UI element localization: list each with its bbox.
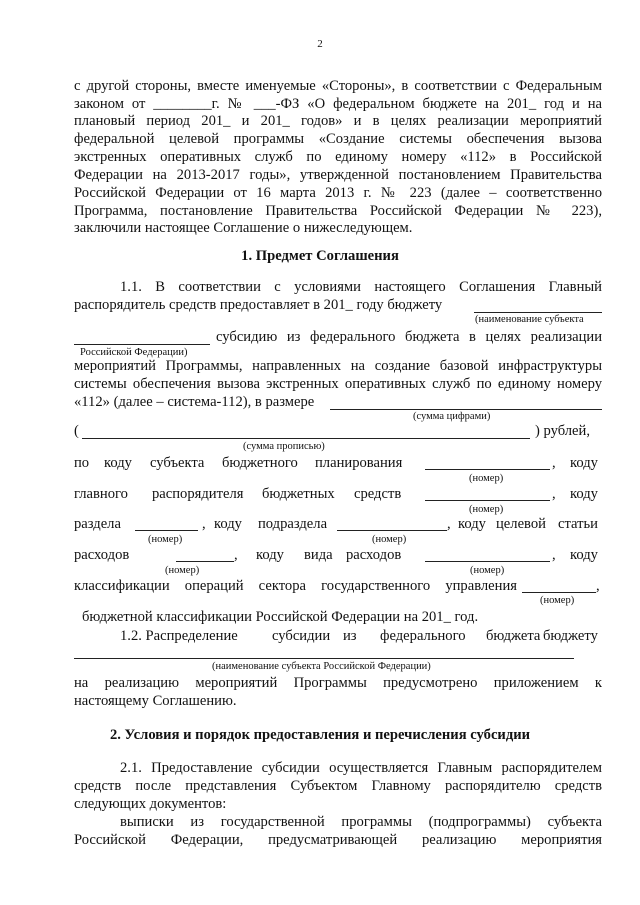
p12-line2: на реализацию мероприятий Программы предусмотрено приложением к	[74, 675, 602, 691]
code-word: главного	[74, 486, 128, 502]
paren-open: (	[74, 423, 79, 439]
code-word: коду	[214, 516, 242, 532]
section-code-blank	[135, 530, 198, 531]
bullet1-line1: выписки из государственной программы (подпрограммы) субъекта	[120, 814, 602, 830]
section-2-title: 2. Условия и порядок предоставления и перечисления субсидии	[109, 727, 531, 743]
intro-line: заключили настоящее Соглашение о нижеследующем.	[74, 220, 413, 236]
intro-line: Российской Федерации от 16 марта 2013 г. № 223 (далее – соответственно	[74, 185, 602, 201]
rubles-text: ) рублей,	[535, 423, 590, 439]
p11-line5: системы обеспечения вызова экстренных оперативных служб по единому номеру	[74, 376, 602, 392]
p12-line3: настоящему Соглашению.	[74, 693, 237, 709]
p21-line3: следующих документов:	[74, 796, 227, 812]
code-word: коду	[256, 547, 284, 563]
caption-subject-a: (наименование субъекта	[475, 314, 584, 325]
p11-line1: 1.1. В соответствии с условиями настоящего Соглашения Главный	[120, 279, 602, 295]
intro-line: экстренных оперативных служб по единому номеру «112» в Российской	[74, 149, 602, 165]
intro-line: законом от ________г. № ___-ФЗ «О федеральном бюджете на 201_ год и на	[74, 96, 602, 112]
sector-code-blank	[522, 592, 596, 593]
code-word: ,	[552, 547, 556, 563]
p12-word: 1.2. Распределение	[120, 628, 238, 644]
code-word: статьи	[558, 516, 598, 532]
code-word: средств	[354, 486, 402, 502]
code-word: ,	[552, 455, 556, 471]
caption-subject-b: Российской Федерации)	[80, 347, 188, 358]
p11-line6: «112» (далее – система-112), в размере	[74, 394, 315, 410]
subject-name-blank	[474, 312, 602, 313]
code-blank-2	[425, 500, 550, 501]
subject-full-blank	[74, 658, 574, 659]
code-word: субъекта	[150, 455, 205, 471]
code-word: коду	[570, 455, 598, 471]
code-word: расходов	[346, 547, 402, 563]
p12-word: федерального	[380, 628, 466, 644]
code-line-5-comma: ,	[596, 578, 600, 594]
caption-number: (номер)	[469, 504, 504, 515]
sum-words-blank	[82, 438, 530, 439]
code-word: планирования	[315, 455, 403, 471]
code-word: коду	[458, 516, 486, 532]
p21-line1: 2.1. Предоставление субсидии осуществляется Главным распорядителем	[120, 760, 602, 776]
code-word: бюджетных	[262, 486, 335, 502]
code-word: коду	[104, 455, 132, 471]
caption-number: (номер)	[540, 595, 575, 606]
caption-number: (номер)	[165, 565, 200, 576]
code-word: ,	[447, 516, 451, 532]
bullet1-line2: Российской Федерации, предусматривающей реализацию мероприятия	[74, 832, 602, 848]
code-word: подраздела	[258, 516, 328, 532]
intro-line: федеральной целевой программы «Создание системы обеспечения вызова	[74, 131, 602, 147]
code-word: раздела	[74, 516, 121, 532]
intro-line: Программа, постановление Правительства Российской Федерации № 223),	[74, 203, 602, 219]
caption-number: (номер)	[469, 473, 504, 484]
code-word: по	[74, 455, 90, 471]
code-word: ,	[552, 486, 556, 502]
subject-name-blank-2	[74, 344, 210, 345]
p12-word: из	[343, 628, 357, 644]
code-word: расходов	[74, 547, 130, 563]
expense-code-blank	[176, 561, 234, 562]
caption-sum-digits: (сумма цифрами)	[413, 411, 491, 422]
intro-line: с другой стороны, вместе именуемые «Стороны», в соответствии с Федеральным	[74, 78, 602, 94]
subsection-code-blank	[337, 530, 447, 531]
code-word: ,	[202, 516, 206, 532]
section-1-title: 1. Предмет Соглашения	[241, 248, 399, 264]
code-line-5: классификации операций сектора государственного управления	[74, 578, 517, 594]
p11-line2: распорядитель средств предоставляет в 201_ году бюджету	[74, 297, 443, 313]
code-word: коду	[570, 486, 598, 502]
code-word: целевой	[496, 516, 546, 532]
p21-line2: средств после представления Субъектом Главному распорядителю средств	[74, 778, 602, 794]
code-blank-1	[425, 469, 550, 470]
caption-subject-full: (наименование субъекта Российской Федерации)	[212, 661, 431, 672]
expense-type-blank	[425, 561, 550, 562]
caption-number: (номер)	[148, 534, 183, 545]
caption-number: (номер)	[372, 534, 407, 545]
code-word: вида	[304, 547, 333, 563]
p11-line3: субсидию из федерального бюджета в целях реализации	[216, 329, 602, 345]
p12-word: бюджета	[486, 628, 541, 644]
code-word: бюджетного	[222, 455, 298, 471]
sum-digits-blank	[330, 409, 602, 410]
code-word: коду	[570, 547, 598, 563]
intro-line: Федерации на 2013-2017 годы», утвержденной постановлением Правительства	[74, 167, 602, 183]
page-number: 2	[317, 38, 323, 50]
intro-line: плановый период 201_ и 201_ годов» и в целях реализации мероприятий	[74, 113, 602, 129]
code-word: ,	[234, 547, 238, 563]
p11-last: бюджетной классификации Российской Федерации на 201_ год.	[82, 609, 479, 625]
code-word: распорядителя	[152, 486, 244, 502]
p11-line4: мероприятий Программы, направленных на создание базовой инфраструктуры	[74, 358, 602, 374]
caption-number: (номер)	[470, 565, 505, 576]
caption-sum-words: (сумма прописью)	[243, 441, 325, 452]
p12-word: бюджету	[543, 628, 598, 644]
p12-word: субсидии	[272, 628, 331, 644]
